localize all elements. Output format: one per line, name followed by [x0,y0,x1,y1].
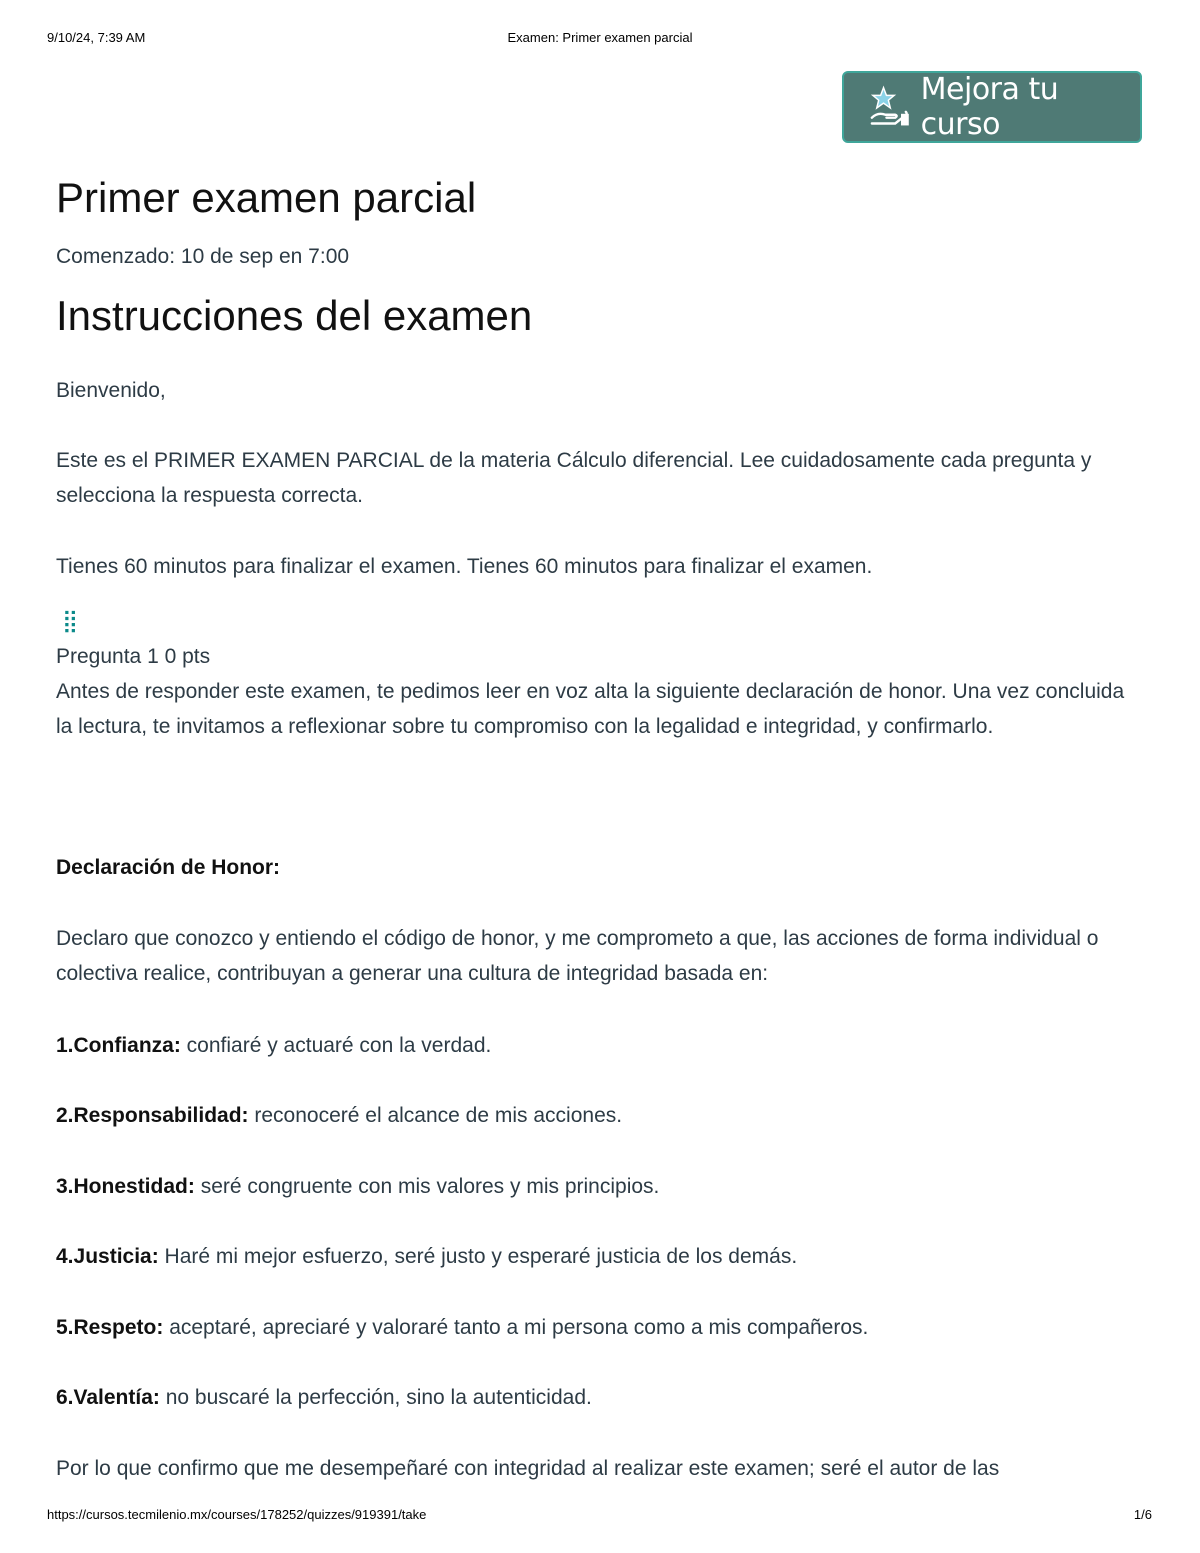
print-page-number: 1/6 [1133,1507,1152,1522]
question-header: Pregunta 1 0 pts [56,645,211,668]
star-in-hand-icon [868,84,913,130]
time-note: Tienes 60 minutos para finalizar el examen. Tienes 60 minutos para finalizar el examen. [56,555,873,578]
value-item [56,1380,1136,1415]
intro-text: Este es el PRIMER EXAMEN PARCIAL de la materia Cálculo diferencial. Lee cuidadosamente cada pregunta y selecciona la respuesta correcta. [56,449,1092,507]
value-item [56,1098,1136,1133]
value-term: 1.Confianza: [56,1034,181,1057]
declaration-intro: Declaro que conozco y entiendo el código de honor, y me comprometo a que, las acciones de forma individual o colectiva realice, contribuyan a generar una cultura de integridad basada en: [56,927,1099,985]
print-datetime: 9/10/24, 7:39 AM [47,30,146,45]
print-url: https://cursos.tecmilenio.mx/courses/178252/quizzes/919391/take [47,1507,427,1522]
started-timestamp: Comenzado: 10 de sep en 7:00 [56,245,350,268]
value-text: reconoceré el alcance de mis acciones. [248,1104,623,1127]
value-text: aceptaré, apreciaré y valoraré tanto a mi persona como a mis compañeros. [163,1316,869,1339]
value-term: 5.Respeto: [56,1316,164,1339]
value-item [56,1239,1136,1274]
value-text: no buscaré la perfección, sino la autenticidad. [159,1386,592,1409]
improve-course-button[interactable] [842,71,1142,143]
closing-text: Por lo que confirmo que me desempeñaré con integridad al realizar este examen; seré el autor de las [56,1457,1000,1480]
value-item [56,1028,1136,1063]
value-text: seré congruente con mis valores y mis principios. [194,1175,660,1198]
value-term: 3.Honestidad: [56,1175,195,1198]
declaration-heading: Declaración de Honor: [56,856,281,879]
page-title: Primer examen parcial [56,174,477,221]
value-item [56,1310,1136,1345]
improve-course-label: Mejora tu curso [920,72,1059,142]
value-item [56,1169,1136,1204]
drag-handle-icon[interactable]: ⣿ [62,608,79,633]
value-term: 4.Justicia: [56,1245,159,1268]
value-term: 6.Valentía: [56,1386,160,1409]
question-text: Antes de responder este examen, te pedimos leer en voz alta la siguiente declaración de honor. Una vez concluida la lectura, te invitamos a reflexionar sobre tu compromiso con la legalidad e integridad, y confirmarlo. [56,680,1125,738]
instructions-heading: Instrucciones del examen [56,292,533,339]
value-text: confiaré y actuaré con la verdad. [180,1034,492,1057]
value-text: Haré mi mejor esfuerzo, seré justo y esperaré justicia de los demás. [158,1245,798,1268]
print-page-title: Examen: Primer examen parcial [507,30,693,45]
welcome-text: Bienvenido, [56,379,166,402]
value-term: 2.Responsabilidad: [56,1104,249,1127]
